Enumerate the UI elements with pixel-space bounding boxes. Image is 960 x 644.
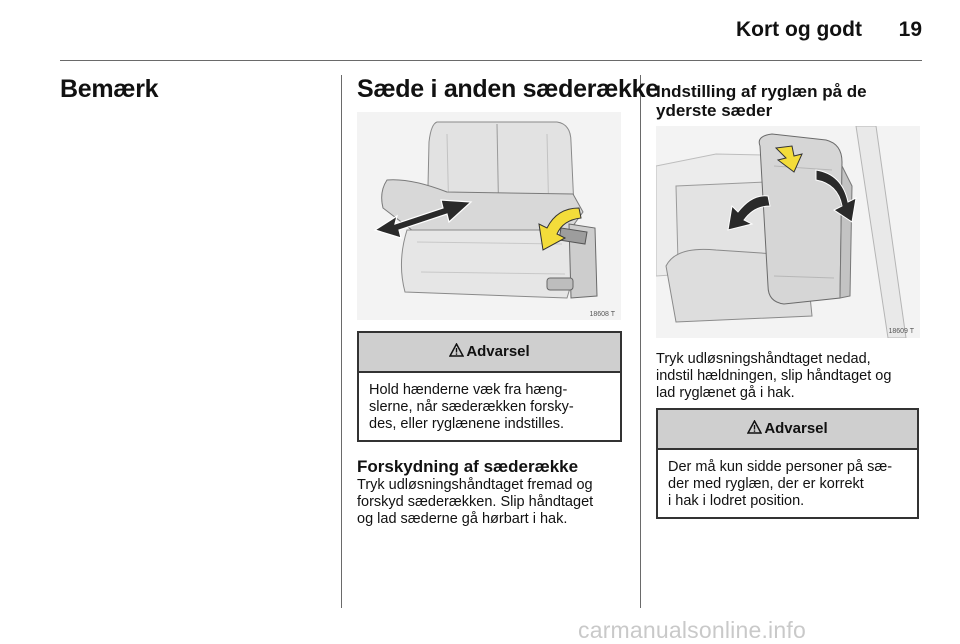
running-header: [700, 18, 930, 46]
warning-line: Hold hænderne væk fra hæng-: [369, 382, 568, 398]
column-divider-left: [341, 75, 342, 608]
backrest-figure: [656, 126, 920, 338]
body-line: lad ryglænet gå i hak.: [656, 385, 795, 401]
middle-subheading: Forskydning af sæderække: [357, 457, 579, 476]
figure-code-18608: 18608 T: [589, 311, 615, 318]
right-heading: [656, 82, 867, 120]
warning-line: Der må kun sidde personer på sæ-: [668, 459, 893, 475]
warning-box-middle: [357, 331, 622, 442]
header-rule: [60, 60, 922, 61]
seat-slide-illustration: [357, 112, 621, 320]
warning-text: [658, 450, 917, 510]
column-divider-right: [640, 75, 641, 608]
heading-line: yderste sæder: [656, 101, 773, 120]
section-title: Kort og godt: [736, 18, 862, 41]
body-line: og lad sæderne gå hørbart i hak.: [357, 511, 568, 527]
seat-slide-figure: [357, 112, 621, 320]
body-line: Tryk udløsningshåndtaget fremad og: [357, 477, 593, 493]
body-line: forskyd sæderækken. Slip håndtaget: [357, 494, 594, 510]
warning-triangle-icon: [747, 411, 762, 449]
warning-line: des, eller ryglænene indstilles.: [369, 416, 565, 432]
warning-header: [359, 333, 620, 373]
right-body: [656, 351, 931, 402]
warning-title: Advarsel: [466, 343, 530, 360]
backrest-illustration: [656, 126, 920, 338]
warning-line: slerne, når sæderækken forsky-: [369, 399, 574, 415]
warning-header: [658, 410, 917, 450]
warning-box-right: [656, 408, 919, 519]
warning-line: i hak i lodret position.: [668, 493, 805, 509]
middle-body: [357, 477, 637, 528]
warning-triangle-icon: [449, 334, 464, 372]
warning-text: [359, 373, 620, 433]
watermark: carmanualsonline.info: [578, 617, 806, 643]
warning-line: der med ryglæn, der er korrekt: [668, 476, 864, 492]
middle-heading: Sæde i anden sæderække: [357, 75, 659, 103]
heading-line: Indstilling af ryglæn på de: [656, 82, 867, 101]
body-line: indstil hældningen, slip håndtaget og: [656, 368, 892, 384]
page-number: 19: [898, 18, 922, 41]
warning-title: Advarsel: [764, 420, 828, 437]
figure-code-18609: 18609 T: [888, 328, 914, 335]
left-heading: Bemærk: [60, 75, 159, 103]
body-line: Tryk udløsningshåndtaget nedad,: [656, 351, 871, 367]
